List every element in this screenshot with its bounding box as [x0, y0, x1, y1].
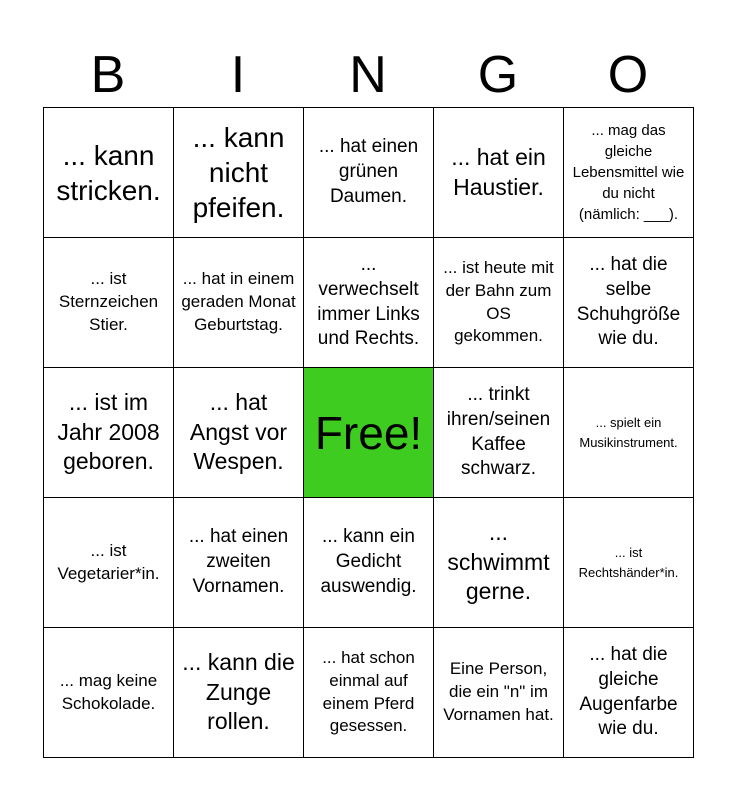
bingo-cell-r2c5[interactable]: ... hat die selbe Schuhgröße wie du. [564, 238, 694, 368]
bingo-cell-r1c1[interactable]: ... kann stricken. [44, 108, 174, 238]
bingo-header [43, 42, 693, 108]
bingo-cell-r2c4[interactable]: ... ist heute mit der Bahn zum OS gekommen. [434, 238, 564, 368]
bingo-cell-r1c2[interactable]: ... kann nicht pfeifen. [174, 108, 304, 238]
bingo-cell-r2c1[interactable]: ... ist Sternzeichen Stier. [44, 238, 174, 368]
bingo-cell-free[interactable]: Free! [304, 368, 434, 498]
bingo-grid [43, 107, 694, 758]
bingo-cell-r4c3[interactable]: ... kann ein Gedicht auswendig. [304, 498, 434, 628]
bingo-cell-r5c5[interactable]: ... hat die gleiche Augenfarbe wie du. [564, 628, 694, 758]
bingo-cell-r5c2[interactable]: ... kann die Zunge rollen. [174, 628, 304, 758]
bingo-cell-r5c3[interactable]: ... hat schon einmal auf einem Pferd gesessen. [304, 628, 434, 758]
header-letter-b: B [90, 46, 126, 104]
bingo-cell-r4c5[interactable]: ... ist Rechtshänder*in. [564, 498, 694, 628]
header-letter-o: O [607, 46, 649, 104]
header-letter-n: N [349, 46, 387, 104]
header-letter-g: G [477, 46, 519, 104]
bingo-cell-r4c4[interactable]: ... schwimmt gerne. [434, 498, 564, 628]
bingo-cell-r3c1[interactable]: ... ist im Jahr 2008 geboren. [44, 368, 174, 498]
bingo-cell-r2c3[interactable]: ... verwechselt immer Links und Rechts. [304, 238, 434, 368]
bingo-cell-r4c2[interactable]: ... hat einen zweiten Vornamen. [174, 498, 304, 628]
bingo-cell-r3c5[interactable]: ... spielt ein Musikinstrument. [564, 368, 694, 498]
bingo-cell-r3c2[interactable]: ... hat Angst vor Wespen. [174, 368, 304, 498]
bingo-cell-r1c5[interactable]: ... mag das gleiche Lebensmittel wie du nicht (nämlich: ___). [564, 108, 694, 238]
bingo-cell-r1c3[interactable]: ... hat einen grünen Daumen. [304, 108, 434, 238]
bingo-cell-r2c2[interactable]: ... hat in einem geraden Monat Geburtstag. [174, 238, 304, 368]
bingo-cell-r3c4[interactable]: ... trinkt ihren/seinen Kaffee schwarz. [434, 368, 564, 498]
bingo-cell-r5c1[interactable]: ... mag keine Schokolade. [44, 628, 174, 758]
bingo-cell-r1c4[interactable]: ... hat ein Haustier. [434, 108, 564, 238]
bingo-cell-r4c1[interactable]: ... ist Vegetarier*in. [44, 498, 174, 628]
header-letter-i: I [230, 46, 246, 104]
bingo-cell-r5c4[interactable]: Eine Person, die ein "n" im Vornamen hat. [434, 628, 564, 758]
